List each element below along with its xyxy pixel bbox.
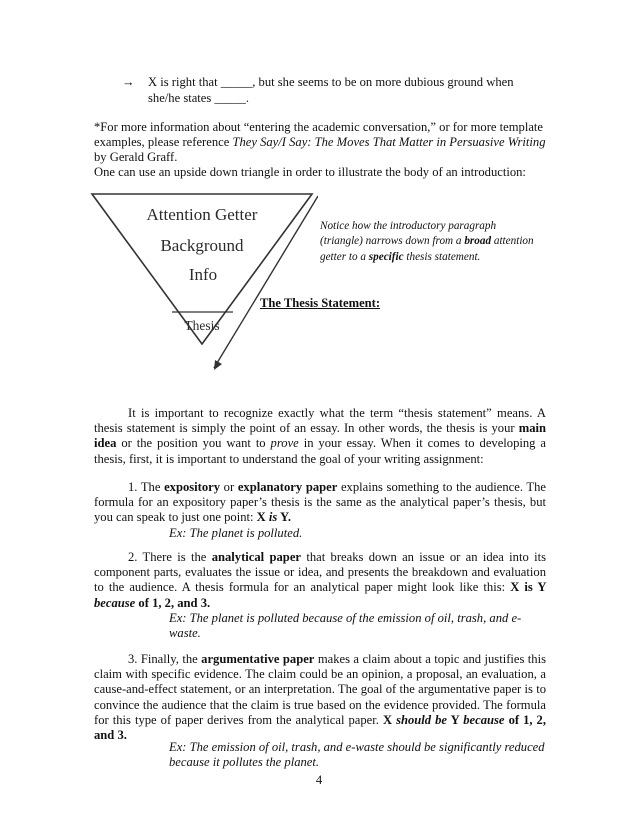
page-number: 4 (315, 773, 323, 787)
item1-example: Ex: The planet is polluted. (169, 526, 303, 540)
label-thesis: Thesis (184, 318, 220, 333)
note-specific: specific (368, 250, 404, 263)
item1-lead: 1. The (128, 480, 165, 494)
item3-argumentative: argumentative paper (201, 652, 315, 666)
triangle-note (320, 219, 540, 265)
item3-example: Ex: The emission of oil, trash, and e-waste should be significantly reduced because it pollutes the planet. (169, 740, 545, 770)
item1-or: or (220, 480, 238, 494)
intro-text-2: or the position you want to (116, 436, 271, 451)
arrow-bullet-icon: → (122, 75, 135, 89)
reference-text: *For more information about “entering the academic conversation,” or for more template examples, please reference (94, 120, 544, 150)
item2-lead: 2. There is the (128, 550, 212, 564)
item-analytical (94, 550, 546, 611)
item2-analytical: analytical paper (211, 550, 301, 564)
intro-text-1: It is important to recognize exactly what the term “thesis statement” means. A thesis statement is simply the point of an essay. In other words, the thesis is your (94, 406, 546, 436)
inverted-triangle-diagram (86, 188, 318, 378)
bullet-line-1: X is right that _____, but she seems to be on more dubious ground when (148, 75, 514, 89)
item2-example: Ex: The planet is polluted because of the emission of oil, trash, and e-waste. (169, 611, 522, 641)
item1-body: explains something to the audience. The formula for an expository paper’s thesis is the same as the analytical paper’s thesis, but you can speak to just one point: (94, 480, 546, 525)
note-text-1: Notice how the introductory paragraph (triangle) narrows down from a (320, 220, 497, 248)
item-expository (94, 480, 546, 526)
item3-formula: X should be Y because of 1, 2, and 3. (94, 712, 547, 743)
intro-paragraph (94, 406, 546, 467)
note-text-2: attention getter to a (320, 235, 534, 263)
item3-lead: 3. Finally, the (128, 652, 202, 666)
book-title: They Say/I Say: The Moves That Matter in Persuasive Writing (232, 135, 546, 150)
item2-body: that breaks down an issue or an idea into its component parts, evaluates the issue or idea, and presents the breakdown and evaluation to the audience. A thesis formula for an analytical paper might look like this: (94, 550, 546, 595)
note-broad: broad (464, 235, 492, 248)
reference-author: by Gerald Graff. (94, 150, 178, 165)
reference-paragraph (94, 120, 546, 166)
note-text-3: thesis statement. (403, 250, 481, 263)
intro-text-3: in your essay. When it comes to developing a thesis, first, it is important to understand the goal of your writing assignment: (94, 436, 546, 466)
triangle-intro: One can use an upside down triangle in order to illustrate the body of an introduction: (94, 165, 526, 179)
label-info: Info (188, 265, 218, 284)
section-heading: The Thesis Statement: (259, 296, 381, 310)
label-background: Background (160, 236, 244, 255)
bullet-line-2: she/he states _____. (148, 91, 250, 105)
label-attention-getter: Attention Getter (146, 205, 258, 224)
intro-prove: prove (270, 436, 299, 451)
item1-formula: X is Y. (256, 510, 292, 525)
item3-body: makes a claim about a topic and justifies this claim with specific evidence. The claim could be an opinion, a proposal, an evaluation, a cause-and-effect statement, or an interpretation. The goal of the argumentative paper is to convince the audience that the claim is true based on the evidence provided. The formula for this type of paper derives from the analytical paper. (94, 652, 546, 727)
intro-main-idea: main idea (94, 421, 546, 451)
item1-explanatory: explanatory paper (237, 480, 338, 494)
item2-formula: X is Y because of 1, 2, and 3. (94, 580, 547, 610)
item-argumentative (94, 652, 546, 743)
item1-expository: expository (164, 480, 221, 494)
